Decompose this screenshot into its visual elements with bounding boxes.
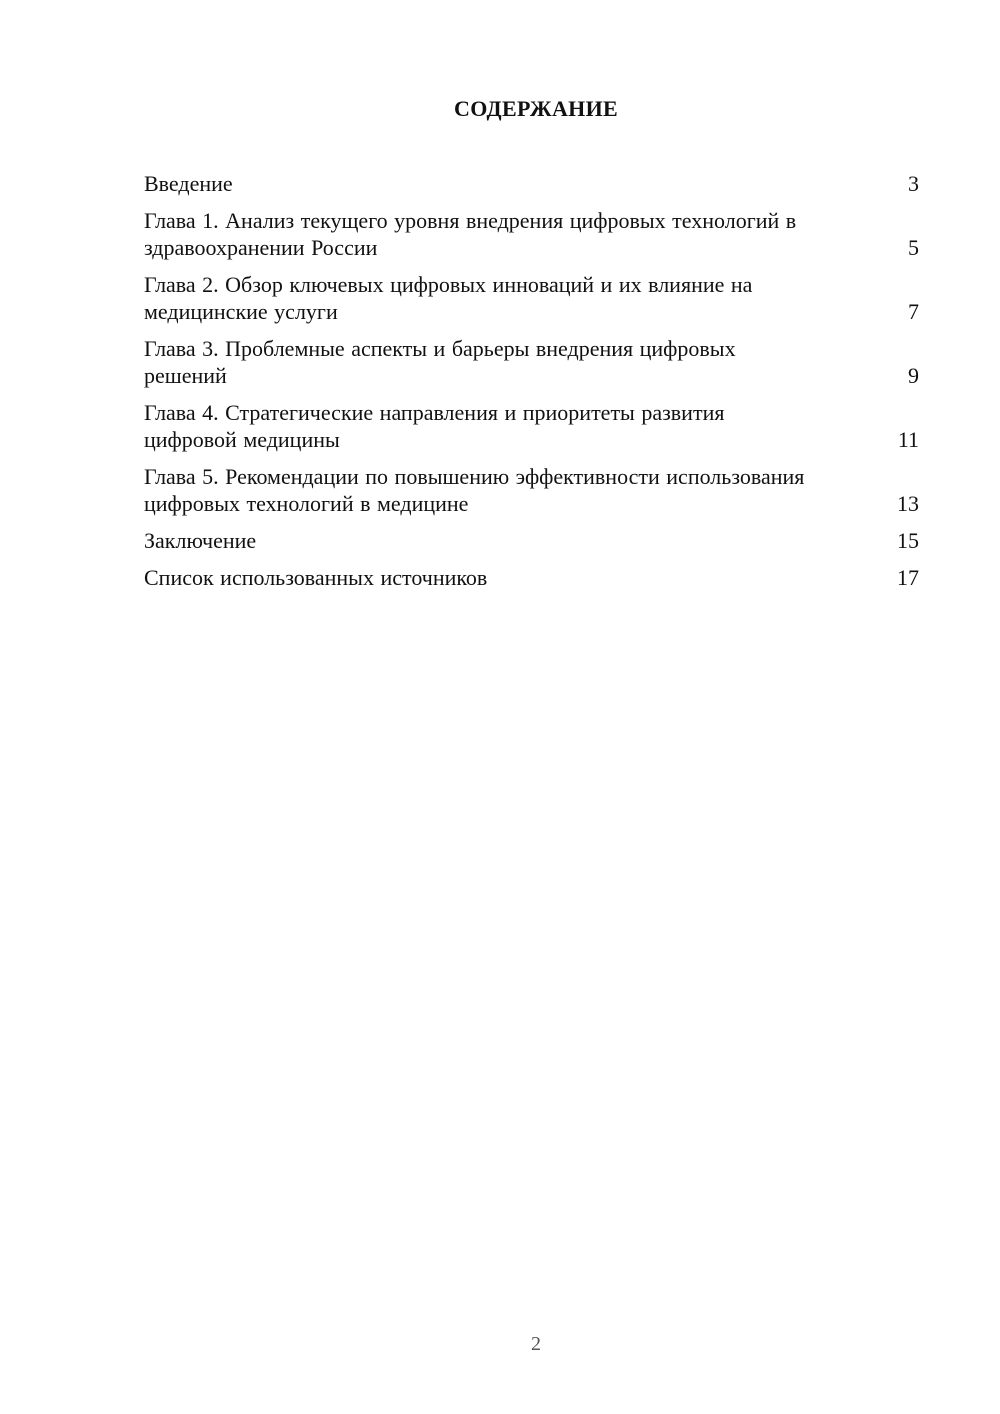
toc-entry-text: Глава 5. Рекомендации по повышению эффективности использования цифровых технологий в медицине [144,464,805,516]
toc-entry-page: 3 [908,171,919,196]
toc-entry-text: Глава 3. Проблемные аспекты и барьеры внедрения цифровых решений [144,336,736,388]
toc-entry-text: Заключение [144,528,257,553]
toc-entry[interactable] [144,463,919,517]
toc-entry-page: 5 [908,235,919,260]
toc-entry[interactable] [144,399,919,453]
toc-entry[interactable] [144,564,919,591]
toc-entry-text: Список использованных источников [144,565,488,590]
toc-entry-page: 11 [897,427,919,452]
table-of-contents [144,170,919,601]
toc-entry-page: 13 [897,491,919,516]
toc-entry-text: Введение [144,171,233,196]
page-number: 2 [531,1333,541,1355]
toc-entry[interactable] [144,271,919,325]
toc-entry-page: 9 [908,363,919,388]
toc-entry-text: Глава 1. Анализ текущего уровня внедрения цифровых технологий в здравоохранении России [144,208,797,260]
toc-title: СОДЕРЖАНИЕ [454,96,618,121]
toc-entry[interactable] [144,335,919,389]
toc-entry[interactable] [144,207,919,261]
toc-entry[interactable] [144,170,919,197]
toc-entry-page: 17 [897,565,919,590]
toc-entry-page: 15 [897,528,919,553]
toc-entry[interactable] [144,527,919,554]
toc-entry-page: 7 [908,299,919,324]
toc-entry-text: Глава 2. Обзор ключевых цифровых инноваций и их влияние на медицинские услуги [144,272,753,324]
toc-entry-text: Глава 4. Стратегические направления и приоритеты развития цифровой медицины [144,400,725,452]
